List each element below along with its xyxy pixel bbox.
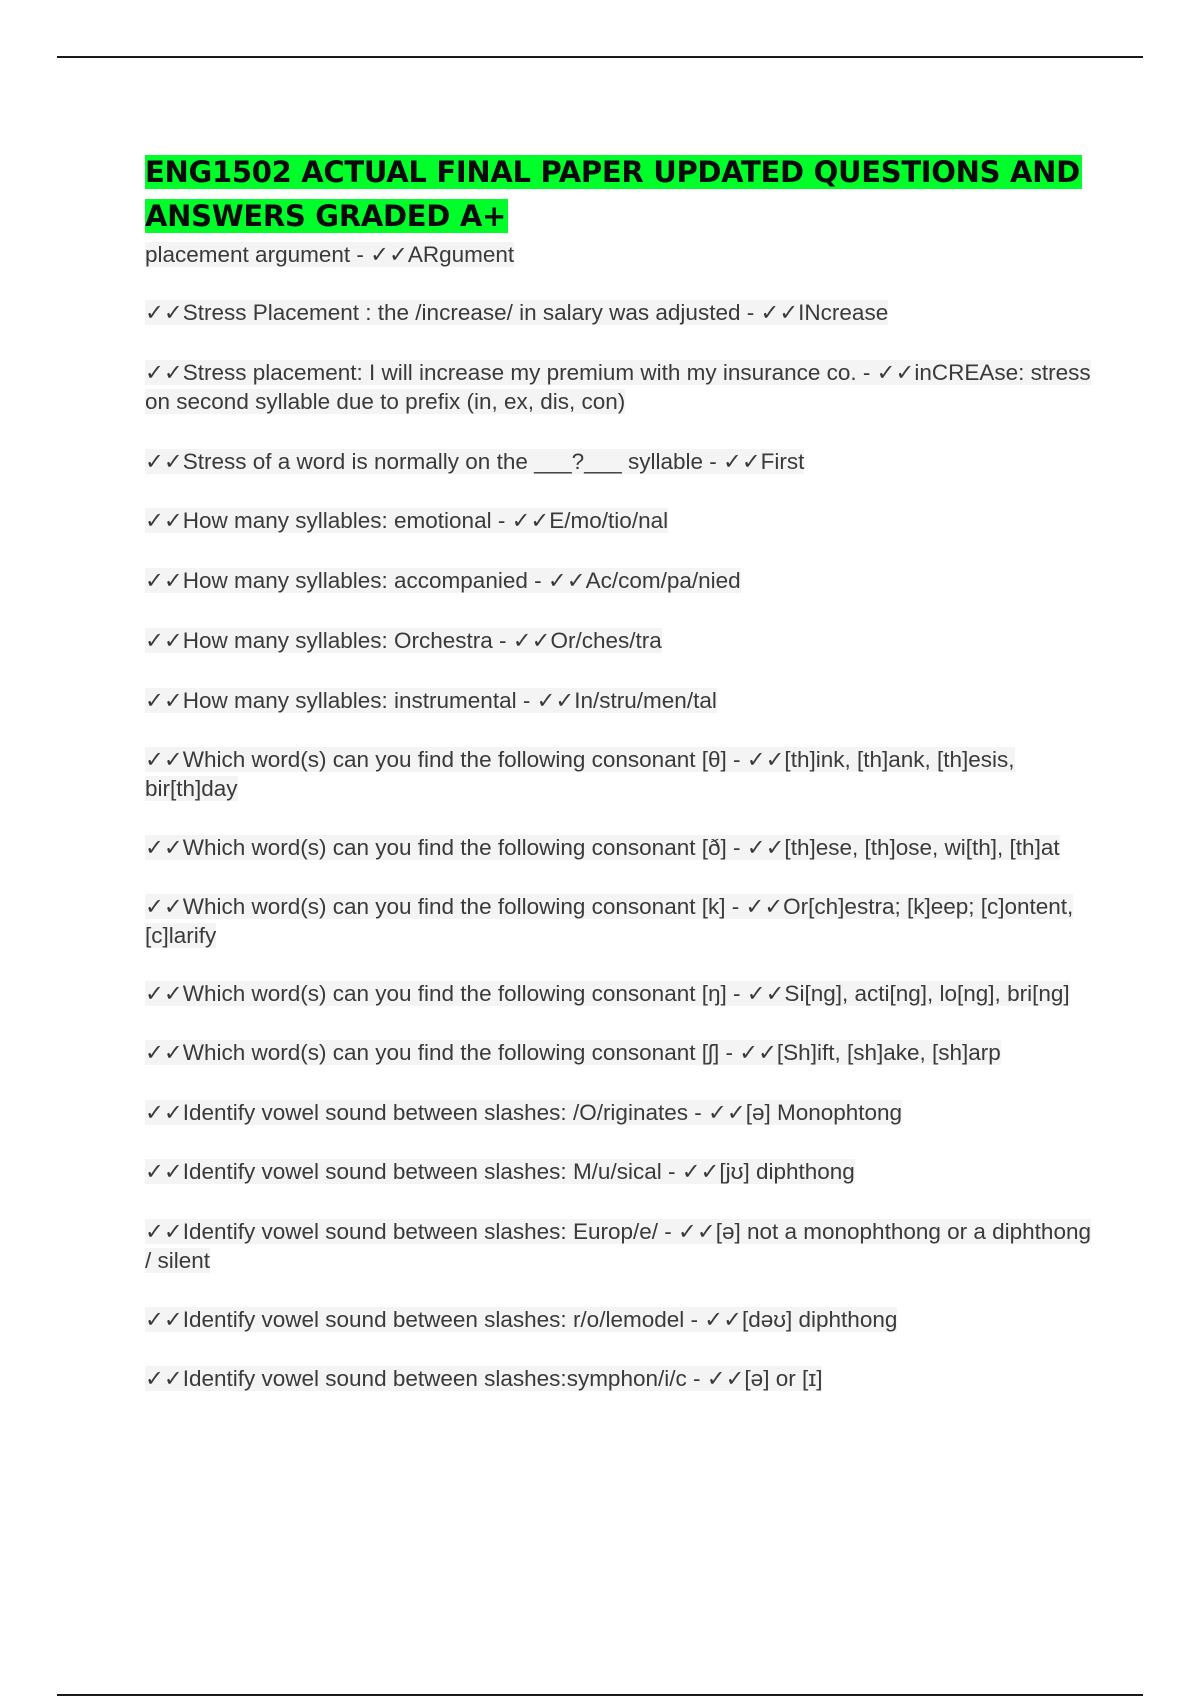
qa-text: ✓✓Which word(s) can you find the following consonant [θ] - ✓✓[th]ink, [th]ank, [th]esis, bir[th]day xyxy=(145,747,1015,801)
qa-text: ✓✓Identify vowel sound between slashes:symphon/i/c - ✓✓[ə] or [ɪ] xyxy=(145,1366,823,1391)
qa-text: ✓✓Stress of a word is normally on the ___?___ syllable - ✓✓First xyxy=(145,449,805,474)
qa-item-6 xyxy=(145,566,1095,595)
qa-text: ✓✓Stress Placement : the /increase/ in salary was adjusted - ✓✓INcrease xyxy=(145,300,889,325)
qa-text: ✓✓Which word(s) can you find the following consonant [ŋ] - ✓✓Si[ng], acti[ng], lo[ng], bri[ng] xyxy=(145,981,1070,1006)
qa-item-4 xyxy=(145,447,1095,476)
document-title xyxy=(145,150,1095,238)
qa-item-3 xyxy=(145,358,1095,416)
title-text: ENG1502 ACTUAL FINAL PAPER UPDATED QUESTIONS AND ANSWERS GRADED A+ xyxy=(145,155,1080,233)
qa-text: ✓✓Identify vowel sound between slashes: Europ/e/ - ✓✓[ə] not a monophthong or a diphthong / silent xyxy=(145,1219,1091,1273)
qa-text: ✓✓Identify vowel sound between slashes: M/u/sical - ✓✓[jʊ] diphthong xyxy=(145,1159,855,1184)
qa-text: ✓✓Which word(s) can you find the following consonant [ð] - ✓✓[th]ese, [th]ose, wi[th], [th]at xyxy=(145,835,1060,860)
qa-text: ✓✓How many syllables: Orchestra - ✓✓Or/ches/tra xyxy=(145,628,662,653)
document-body xyxy=(145,150,1095,1393)
qa-text: ✓✓Identify vowel sound between slashes: /O/riginates - ✓✓[ə] Monophtong xyxy=(145,1100,903,1125)
qa-text: ✓✓How many syllables: accompanied - ✓✓Ac/com/pa/nied xyxy=(145,568,741,593)
qa-list xyxy=(145,240,1095,1393)
qa-item-2 xyxy=(145,298,1095,327)
qa-text: ✓✓How many syllables: instrumental - ✓✓In/stru/men/tal xyxy=(145,688,717,713)
qa-text: ✓✓Which word(s) can you find the following consonant [ʃ] - ✓✓[Sh]ift, [sh]ake, [sh]arp xyxy=(145,1040,1001,1065)
qa-text: ✓✓Which word(s) can you find the following consonant [k] - ✓✓Or[ch]estra; [k]eep; [c]ontent, [c]larify xyxy=(145,894,1074,948)
qa-item-15 xyxy=(145,1157,1095,1186)
qa-item-12 xyxy=(145,979,1095,1008)
qa-item-5 xyxy=(145,506,1095,535)
qa-text: ✓✓How many syllables: emotional - ✓✓E/mo/tio/nal xyxy=(145,508,669,533)
qa-item-17 xyxy=(145,1305,1095,1334)
qa-item-7 xyxy=(145,626,1095,655)
qa-item-16 xyxy=(145,1217,1095,1275)
qa-item-11 xyxy=(145,892,1095,950)
qa-item-8 xyxy=(145,686,1095,715)
bottom-rule xyxy=(57,1694,1143,1696)
qa-item-14 xyxy=(145,1098,1095,1127)
qa-item-18 xyxy=(145,1364,1095,1393)
qa-item-9 xyxy=(145,745,1095,803)
qa-text: placement argument - ✓✓ARgument xyxy=(145,242,515,267)
qa-item-10 xyxy=(145,833,1095,862)
qa-text: ✓✓Stress placement: I will increase my premium with my insurance co. - ✓✓inCREAse: stress on second syllable due to prefix (in, ex, dis, con) xyxy=(145,360,1091,414)
qa-item-13 xyxy=(145,1038,1095,1067)
qa-text: ✓✓Identify vowel sound between slashes: r/o/lemodel - ✓✓[dəʊ] diphthong xyxy=(145,1307,898,1332)
qa-item-1 xyxy=(145,240,1095,269)
top-rule xyxy=(57,56,1143,58)
